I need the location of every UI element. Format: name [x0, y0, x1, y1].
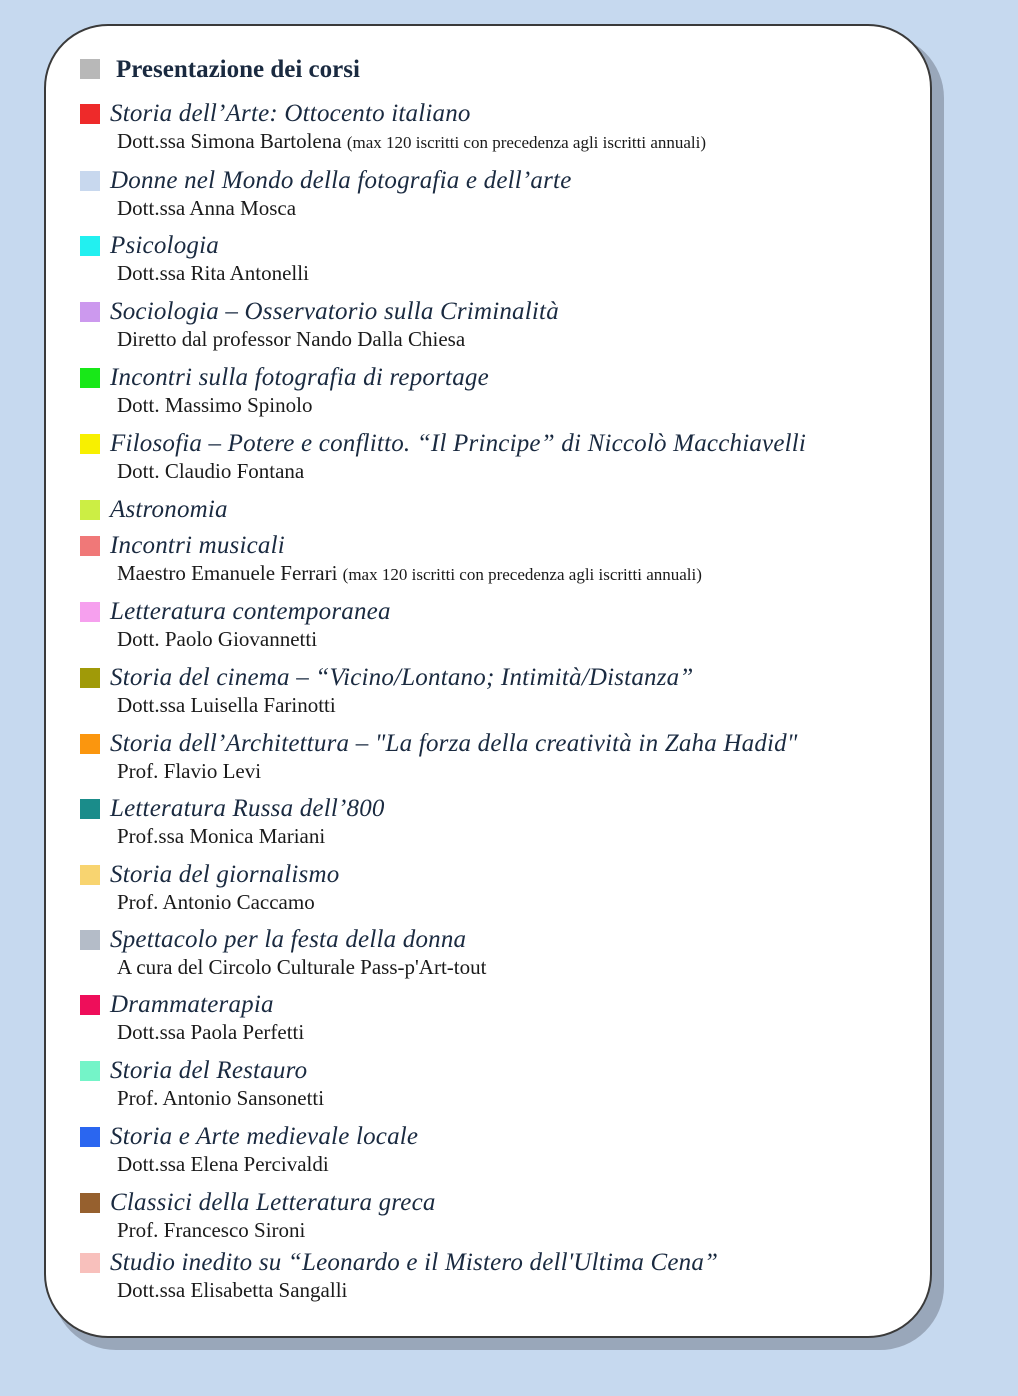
course-teacher-name: Dott.ssa Simona Bartolena — [117, 129, 342, 153]
course-color-swatch — [80, 865, 100, 885]
course-teacher-name: Dott.ssa Paola Perfetti — [117, 1020, 305, 1044]
course-teacher — [117, 758, 261, 784]
course-teacher-name: Dott. Claudio Fontana — [117, 459, 305, 483]
course-title: Letteratura contemporanea — [110, 598, 391, 625]
page-title: Presentazione dei corsi — [116, 56, 360, 83]
course-teacher — [117, 1217, 305, 1243]
course-teacher-name: Dott. Paolo Giovannetti — [117, 627, 318, 651]
course-color-swatch — [80, 1061, 100, 1081]
course-color-swatch — [80, 302, 100, 322]
course-teacher — [117, 1151, 329, 1177]
course-teacher-name: Dott.ssa Luisella Farinotti — [117, 693, 336, 717]
course-color-swatch — [80, 1193, 100, 1213]
course-color-swatch — [80, 995, 100, 1015]
course-teacher-name: Prof. Antonio Caccamo — [117, 890, 315, 914]
course-color-swatch — [80, 799, 100, 819]
course-title: Studio inedito su “Leonardo e il Mistero dell'Ultima Cena” — [110, 1249, 719, 1276]
course-teacher — [117, 195, 296, 221]
course-color-swatch — [80, 536, 100, 556]
header-swatch — [80, 59, 100, 79]
course-color-swatch — [80, 368, 100, 388]
course-teacher-name: Prof. Francesco Sironi — [117, 1218, 306, 1242]
course-teacher — [117, 128, 706, 156]
course-teacher-name: Prof.ssa Monica Mariani — [117, 824, 326, 848]
course-title: Incontri sulla fotografia di reportage — [110, 364, 489, 391]
course-teacher — [117, 1277, 347, 1303]
course-color-swatch — [80, 500, 100, 520]
course-teacher — [117, 1019, 304, 1045]
course-teacher-name: Prof. Flavio Levi — [117, 759, 262, 783]
course-teacher-name: Dott. Massimo Spinolo — [117, 393, 313, 417]
course-teacher — [117, 954, 486, 980]
course-color-swatch — [80, 668, 100, 688]
course-enrollment-note: (max 120 iscritti con precedenza agli iscritti annuali) — [342, 565, 702, 584]
course-teacher-name: Maestro Emanuele Ferrari — [117, 561, 338, 585]
course-title: Storia dell’Architettura – "La forza della creatività in Zaha Hadid" — [110, 730, 798, 757]
course-title: Spettacolo per la festa della donna — [110, 926, 467, 953]
course-teacher — [117, 392, 312, 418]
course-title: Storia del Restauro — [110, 1057, 308, 1084]
course-teacher-name: Dott.ssa Elena Percivaldi — [117, 1152, 329, 1176]
course-color-swatch — [80, 171, 100, 191]
course-teacher — [117, 626, 317, 652]
course-teacher — [117, 326, 465, 352]
course-color-swatch — [80, 236, 100, 256]
course-color-swatch — [80, 104, 100, 124]
course-color-swatch — [80, 1127, 100, 1147]
course-color-swatch — [80, 434, 100, 454]
course-title: Drammaterapia — [110, 991, 274, 1018]
course-title: Storia e Arte medievale locale — [110, 1123, 419, 1150]
course-title: Storia del giornalismo — [110, 861, 340, 888]
course-title: Donne nel Mondo della fotografia e dell’arte — [110, 167, 572, 194]
course-title: Storia dell’Arte: Ottocento italiano — [110, 100, 471, 127]
course-teacher-name: Prof. Antonio Sansonetti — [117, 1086, 325, 1110]
course-title: Letteratura Russa dell’800 — [110, 795, 385, 822]
course-enrollment-note: (max 120 iscritti con precedenza agli iscritti annuali) — [346, 133, 707, 152]
course-teacher — [117, 1085, 324, 1111]
course-title: Astronomia — [110, 496, 228, 523]
course-title: Storia del cinema – “Vicino/Lontano; Intimità/Distanza” — [110, 664, 694, 691]
course-title: Classici della Letteratura greca — [110, 1189, 436, 1216]
course-teacher — [117, 692, 336, 718]
course-teacher — [117, 823, 325, 849]
course-title: Incontri musicali — [110, 532, 285, 559]
course-color-swatch — [80, 1253, 100, 1273]
course-teacher-name: Dott.ssa Elisabetta Sangalli — [117, 1278, 348, 1302]
course-color-swatch — [80, 734, 100, 754]
course-teacher — [117, 560, 702, 588]
course-color-swatch — [80, 602, 100, 622]
course-teacher — [117, 260, 309, 286]
course-teacher-name: Dott.ssa Anna Mosca — [117, 196, 297, 220]
course-color-swatch — [80, 930, 100, 950]
course-teacher-name: Diretto dal professor Nando Dalla Chiesa — [117, 327, 466, 351]
course-title: Filosofia – Potere e conflitto. “Il Principe” di Niccolò Macchiavelli — [110, 430, 807, 457]
course-teacher — [117, 458, 304, 484]
course-teacher — [117, 889, 315, 915]
course-teacher-name: Dott.ssa Rita Antonelli — [117, 261, 309, 285]
course-teacher-name: A cura del Circolo Culturale Pass-p'Art-tout — [117, 955, 487, 979]
course-title: Sociologia – Osservatorio sulla Criminalità — [110, 298, 559, 325]
course-title: Psicologia — [110, 232, 219, 259]
